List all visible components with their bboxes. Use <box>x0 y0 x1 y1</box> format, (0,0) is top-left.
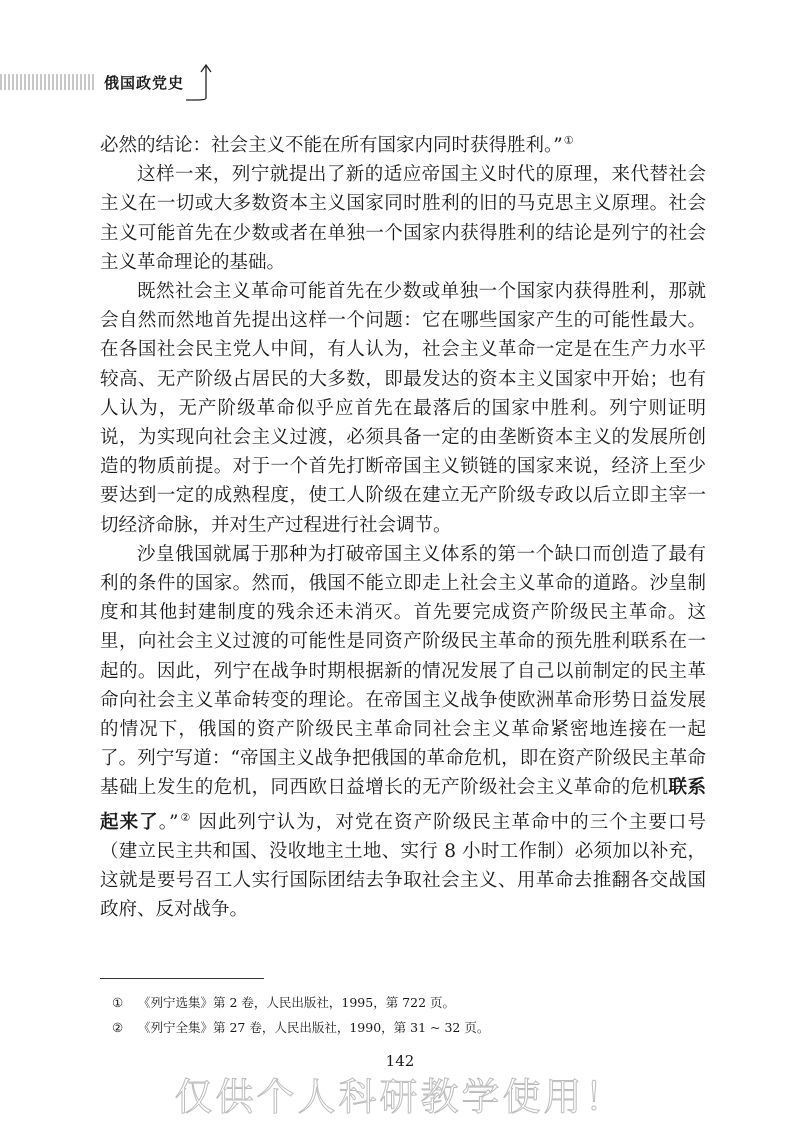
watermark: 仅供个人科研教学使用！ <box>174 1075 626 1119</box>
paragraph-2: 这样一来，列宁就提出了新的适应帝国主义时代的原理，来代替社会主义在一切或大多数资本主义国家同时胜利的旧的马克思主义原理。社会主义可能首先在少数或者在单独一个国家内获得胜利的结论是列宁的社会主义革命理论的基础。 <box>100 164 706 273</box>
paragraph-4-text-a: 沙皇俄国就属于那种为打破帝国主义体系的第一个缺口而创造了最有利的条件的国家。然而，俄国不能立即走上社会主义革命的道路。沙皇制度和其他封建制度的残余还未消灭。首先要完成资产阶级民主革命。这里，向社会主义过渡的可能性是同资产阶级民主革命的预先胜利联系在一起的。因此，列宁在战争时期根据新的情况发展了自己以前制定的民主革命向社会主义革命转变的理论。在帝国主义战争使欧洲革命形势日益发展的情况下，俄国的资产阶级民主革命同社会主义革命紧密地连接在一起了。列宁写道：“帝国主义战争把俄国的革命危机，即在资产阶级民主革命基础上发生的危机，同西欧日益增长的无产阶级社会主义革命的危机 <box>100 543 706 799</box>
main-text <box>100 126 706 924</box>
paragraph-1 <box>100 126 706 160</box>
footnote-1-mark: ① <box>112 995 124 1010</box>
paragraph-4-text-b: 。” <box>158 811 179 833</box>
footnote-2 <box>112 1015 712 1040</box>
running-header <box>0 62 230 102</box>
footnote-divider <box>100 978 264 979</box>
footnote-2-text: 《列宁全集》第 27 卷，人民出版社，1990，第 31 ~ 32 页。 <box>138 1020 490 1035</box>
paragraph-4 <box>100 540 706 925</box>
paragraph-4-text-c: 因此列宁认为，对党在资产阶级民主革命中的三个主要口号（建立民主共和国、没收地主土地、实行 8 小时工作制）必须加以补充，这就是要号召工人实行国际团结去争取社会主义、用革命去推翻各交战国政府、反对战争。 <box>100 811 706 921</box>
book-title: 俄国政党史 <box>104 74 185 92</box>
footnote-1 <box>112 990 712 1015</box>
footnote-ref-1: ① <box>563 134 574 147</box>
up-arrow-icon <box>186 62 216 102</box>
footnotes <box>112 990 712 1040</box>
paragraph-3: 既然社会主义革命可能首先在少数或单独一个国家内获得胜利，那就会自然而然地首先提出这样一个问题：它在哪些国家产生的可能性最大。在各国社会民主党人中间，有人认为，社会主义革命一定是在生产力水平较高、无产阶级占居民的大多数，即最发达的资本主义国家中开始；也有人认为，无产阶级革命似乎应首先在最落后的国家中胜利。列宁则证明说，为实现向社会主义过渡，必须具备一定的由垄断资本主义的发展所创造的物质前提。对于一个首先打断帝国主义锁链的国家来说，经济上至少要达到一定的成熟程度，使工人阶级在建立无产阶级专政以后立即主宰一切经济命脉，并对生产过程进行社会调节。 <box>100 281 706 536</box>
paragraph-1-text: 必然的结论：社会主义不能在所有国家内同时获得胜利。” <box>100 135 563 156</box>
paragraph-4-bold: 联系起来了 <box>100 777 706 833</box>
footnote-2-mark: ② <box>112 1020 124 1035</box>
header-decoration <box>0 74 96 90</box>
footnote-1-text: 《列宁选集》第 2 卷，人民出版社，1995，第 722 页。 <box>138 995 456 1010</box>
footnote-ref-2: ② <box>179 810 192 824</box>
page-number: 142 <box>385 1052 415 1070</box>
